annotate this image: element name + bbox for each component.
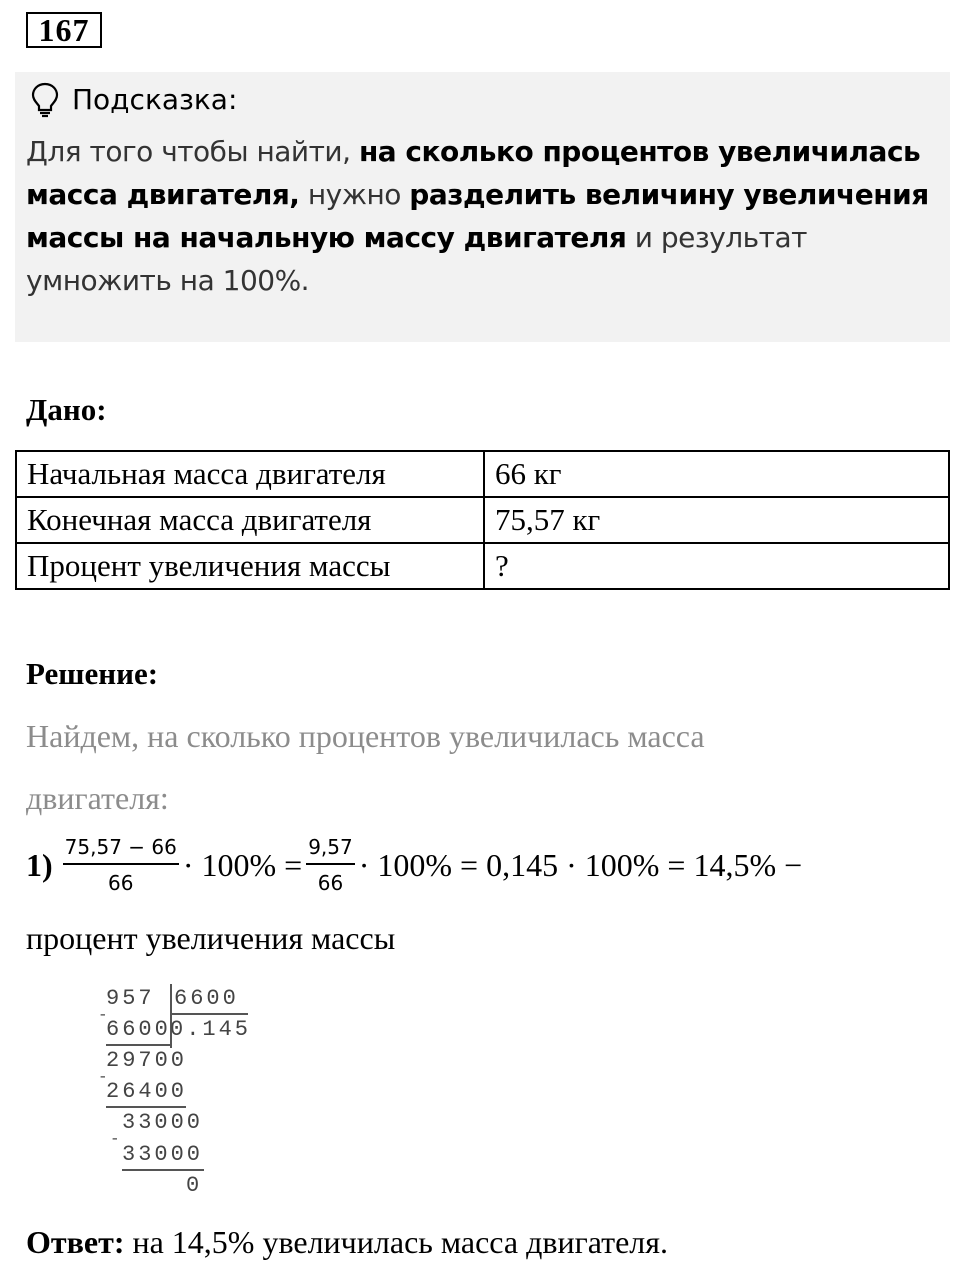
given-heading: Дано: [26, 392, 107, 427]
division-step: 29700 [106, 1048, 188, 1073]
fraction-1-numerator: 75,57 − 66 [63, 835, 179, 865]
hint-title-text: Подсказка: [72, 83, 238, 116]
hint-text-part: и результат умножить на 100%. [26, 221, 807, 297]
division-remainder: 0 [186, 1173, 203, 1198]
division-step: 6600 [106, 1017, 171, 1042]
division-divisor: 6600 [174, 986, 239, 1011]
equation-result-text: процент увеличения массы [26, 920, 396, 956]
division-step: 33000 [122, 1142, 204, 1167]
minus-sign: - [98, 1006, 111, 1024]
table-row [16, 543, 949, 589]
hint-text [26, 130, 936, 302]
table-cell: 75,57 кг [484, 497, 949, 543]
table-row [16, 497, 949, 543]
solution-heading: Решение: [26, 656, 159, 691]
fraction-1-denominator: 66 [108, 871, 134, 895]
table-cell: Процент увеличения массы [16, 543, 484, 589]
given-table [15, 450, 950, 590]
step-label: 1) [26, 846, 53, 883]
fraction-2-denominator: 66 [317, 871, 344, 895]
table-cell: 66 кг [484, 451, 949, 497]
fraction-2-numerator: 9,57 [306, 835, 355, 865]
table-cell: ? [484, 543, 949, 589]
minus-sign: - [110, 1130, 123, 1148]
equation-middle: · 100% = [182, 846, 303, 883]
solution-intro-line2: двигателя: [26, 780, 169, 816]
hint-text-part: нужно [299, 178, 410, 211]
equation-line [26, 832, 802, 898]
table-row [16, 451, 949, 497]
hint-text-part: Для того чтобы найти, [26, 135, 359, 168]
answer-label: Ответ: [26, 1224, 125, 1260]
solution-intro-line1: Найдем, на сколько процентов увеличилась масса [26, 718, 705, 754]
hint-title [30, 80, 237, 120]
answer-text: на 14,5% увеличилась масса двигателя. [124, 1224, 668, 1260]
table-cell: Начальная масса двигателя [16, 451, 484, 497]
division-step: 33000 [122, 1110, 204, 1135]
table-cell: Конечная масса двигателя [16, 497, 484, 543]
division-dividend: 957 [106, 986, 155, 1011]
task-number: 167 [26, 12, 102, 48]
division-step: 26400 [106, 1079, 188, 1104]
hint-text-part: разделить величину увеличения массы на начальную массу двигателя [26, 178, 929, 254]
long-division [80, 980, 270, 1200]
lightbulb-icon [30, 82, 60, 118]
equation-end: · 100% = 0,145 · 100% = 14,5% − [358, 846, 803, 883]
hint-text-part: на сколько процентов увеличилась масса двигателя, [26, 135, 921, 211]
division-quotient: 0.145 [170, 1017, 252, 1042]
fraction-2 [306, 835, 355, 895]
minus-sign: - [98, 1068, 111, 1086]
answer-line [26, 1222, 668, 1262]
fraction-1 [63, 835, 179, 895]
